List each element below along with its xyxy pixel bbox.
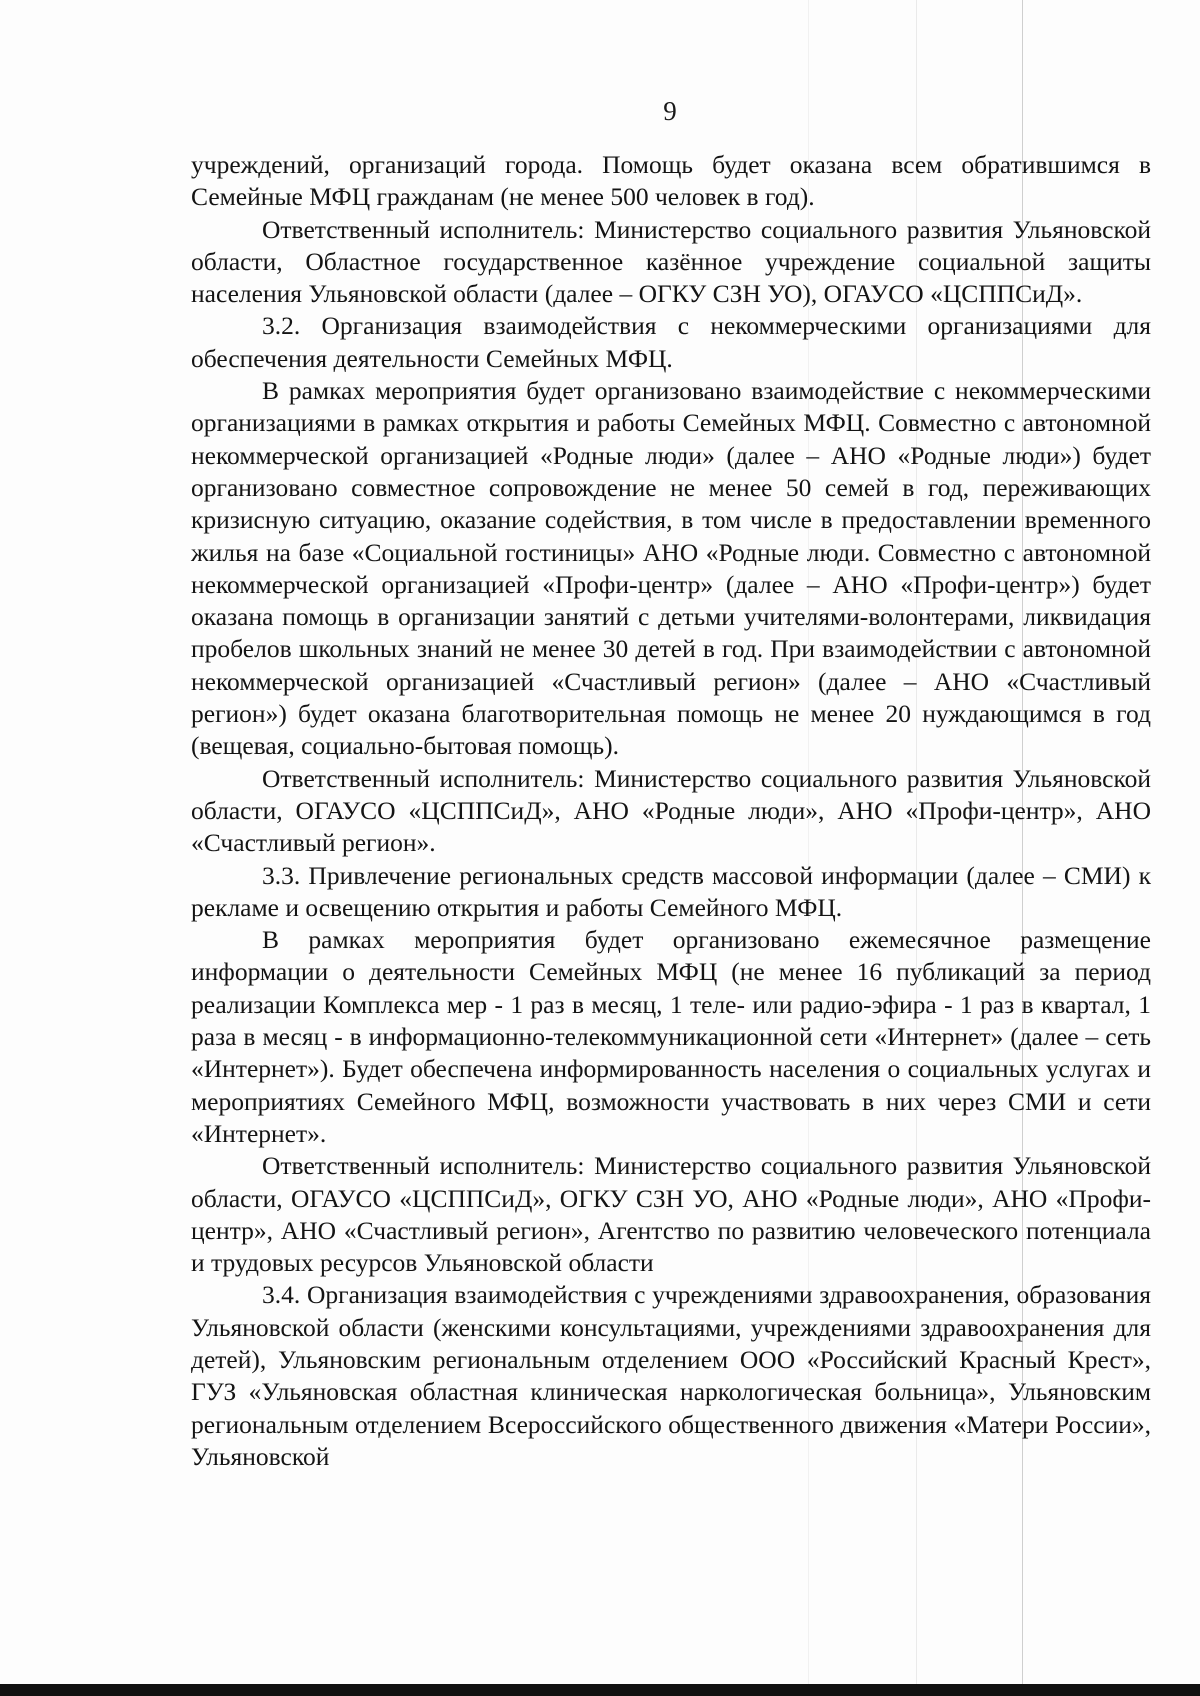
paragraph: В рамках мероприятия будет организовано взаимодействие с некоммерческими организациями в рамках открытия и работы Семейных МФЦ. Совместно с автономной некоммерческой организацией «Родные люди» (далее – АНО «Родные люди») будет организовано совместное сопровождение не менее 50 семей в год, переживающих кризисную ситуацию, оказание содействия, в том числе в предоставлении временного жилья на базе «Социальной гостиницы» АНО «Родные люди. Совместно с автономной некоммерческой организацией «Профи-центр» (далее – АНО «Профи-центр») будет оказана помощь в организации занятий с детьми учителями-волонтерами, ликвидация пробелов школьных знаний не менее 30 детей в год. При взаимодействии с автономной некоммерческой организацией «Счастливый регион» (далее – АНО «Счастливый регион») будет оказана благотворительная помощь не менее 20 нуждающимся в год (вещевая, социально-бытовая помощь). [191, 376, 1151, 761]
paragraph: учреждений, организаций города. Помощь будет оказана всем обратившимся в Семейные МФЦ гражданам (не менее 500 человек в год). [191, 150, 1151, 212]
paragraph: 3.2. Организация взаимодействия с некоммерческими организациями для обеспечения деятельности Семейных МФЦ. [191, 311, 1151, 373]
paragraph: В рамках мероприятия будет организовано ежемесячное размещение информации о деятельности Семейных МФЦ (не менее 16 публикаций за период реализации Комплекса мер - 1 раз в месяц, 1 теле- или радио-эфира - 1 раз в квартал, 1 раза в месяц - в информационно-телекоммуникационной сети «Интернет» (далее – сеть «Интернет»). Будет обеспечена информированность населения о социальных услугах и мероприятиях Семейного МФЦ, возможности участвовать в них через СМИ и сети «Интернет». [191, 925, 1151, 1148]
document-body [191, 149, 1151, 1473]
paragraph: Ответственный исполнитель: Министерство социального развития Ульяновской области, ОГАУСО «ЦСППСиД», АНО «Родные люди», АНО «Профи-центр», АНО «Счастливый регион». [191, 763, 1151, 858]
scan-bottom-edge [0, 1684, 1200, 1696]
paragraph: Ответственный исполнитель: Министерство социального развития Ульяновской области, Областное государственное казённое учреждение социальной защиты населения Ульяновской области (далее – ОГКУ СЗН УО), ОГАУСО «ЦСППСиД». [191, 214, 1151, 309]
paragraph: 3.4. Организация взаимодействия с учреждениями здравоохранения, образования Ульяновской области (женскими консультациями, учреждениями здравоохранения для детей), Ульяновским региональным отделением ООО «Российский Красный Крест», ГУЗ «Ульяновская областная клиническая наркологическая больница», Ульяновским региональным отделением Всероссийского общественного движения «Матери России», Ульяновской [191, 1280, 1151, 1471]
page-number: 9 [663, 96, 677, 126]
paragraph: Ответственный исполнитель: Министерство социального развития Ульяновской области, ОГАУСО «ЦСППСиД», ОГКУ СЗН УО, АНО «Родные люди», АНО «Профи-центр», АНО «Счастливый регион», Агентство по развитию человеческого потенциала и трудовых ресурсов Ульяновской области [191, 1151, 1151, 1278]
paragraph: 3.3. Привлечение региональных средств массовой информации (далее – СМИ) к рекламе и освещению открытия и работы Семейного МФЦ. [191, 860, 1151, 922]
